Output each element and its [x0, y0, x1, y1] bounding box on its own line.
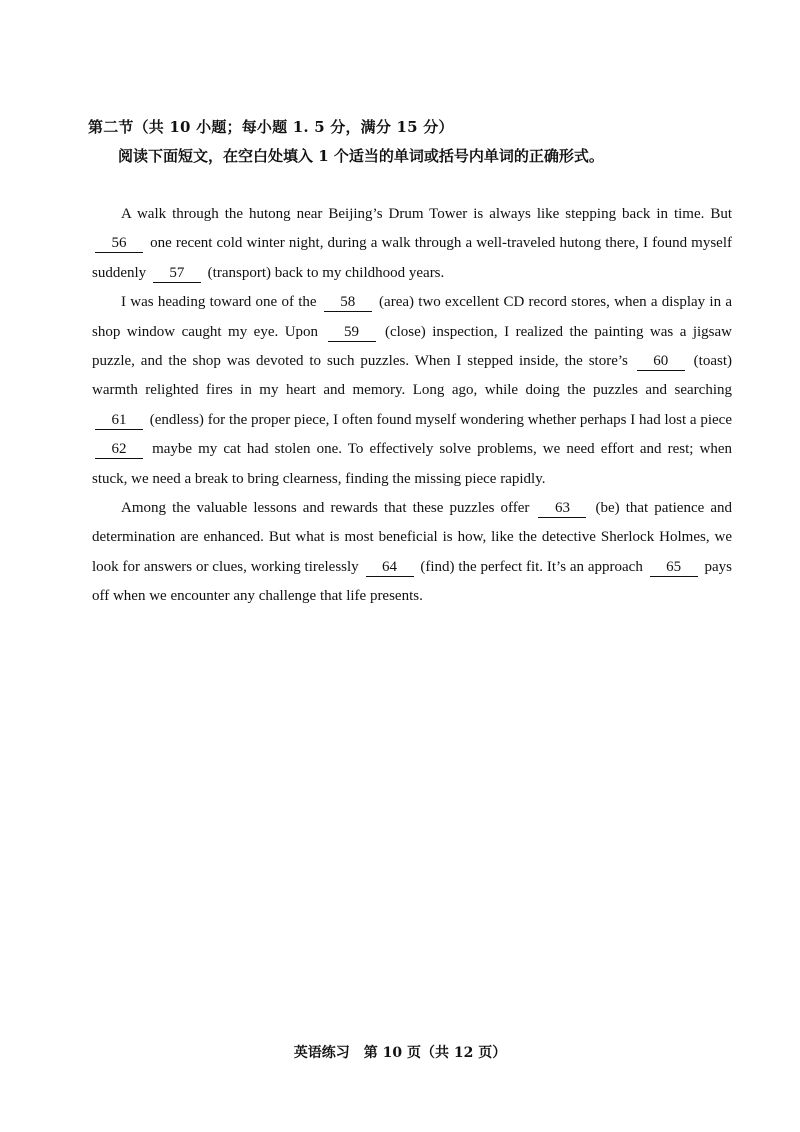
blank-63: 63 [538, 500, 586, 518]
blank-56: 56 [95, 235, 143, 253]
passage-text: pays off when we encounter any challenge that life presents. [92, 558, 732, 605]
passage-text: (transport) back to my childhood years. [203, 264, 445, 281]
passage-text: (find) the perfect fit. It’s an approach [416, 558, 647, 575]
blank-59: 59 [328, 324, 376, 342]
paragraph-2 [92, 288, 732, 494]
passage-text: (area) two excellent CD record stores, when a display in a shop window caught my eye. Upon [92, 294, 732, 340]
blank-61: 61 [95, 412, 143, 430]
blank-65: 65 [650, 559, 698, 577]
paragraph-1 [92, 200, 732, 288]
passage-text: A walk through the hutong near Beijing’s Drum Tower is always like stepping back in time. But [121, 206, 732, 222]
blank-64: 64 [366, 559, 414, 577]
blank-58: 58 [324, 294, 372, 312]
blank-62: 62 [95, 441, 143, 459]
page-footer: 英语练习 第 10 页（共 12 页） [293, 1045, 507, 1061]
blank-57: 57 [153, 265, 201, 283]
passage-text: (toast) warmth relighted fires in my heart and memory. Long ago, while doing the puzzles and searching [92, 353, 732, 399]
paragraph-3 [92, 494, 732, 612]
passage-text: (be) that patience and determination are enhanced. But what is most beneficial is how, like the detective Sherlock Holmes, we look for answers or clues, working tirelessly [92, 500, 732, 575]
section-title: 第二节（共 10 小题；每小题 1. 5 分，满分 15 分） [88, 118, 454, 136]
instruction-text: 阅读下面短文，在空白处填入 1 个适当的单词或括号内单词的正确形式。 [118, 147, 604, 165]
passage-text: one recent cold winter night, during a walk through a well-traveled hutong there, I found myself suddenly [92, 235, 732, 281]
passage [92, 200, 732, 612]
passage-text: Among the valuable lessons and rewards that these puzzles offer [121, 500, 536, 517]
passage-text: (endless) for the proper piece, I often found myself wondering whether perhaps I had lost a piece [146, 411, 732, 428]
blank-60: 60 [637, 353, 685, 371]
passage-text: I was heading toward one of the [121, 294, 321, 311]
passage-text: (close) inspection, I realized the painting was a jigsaw puzzle, and the shop was devoted to such puzzles. When I stepped inside, the store’s [92, 323, 733, 370]
passage-text: maybe my cat had stolen one. To effectively solve problems, we need effort and rest; when stuck, we need a break to bring clearness, finding the missing piece rapidly. [92, 441, 732, 487]
